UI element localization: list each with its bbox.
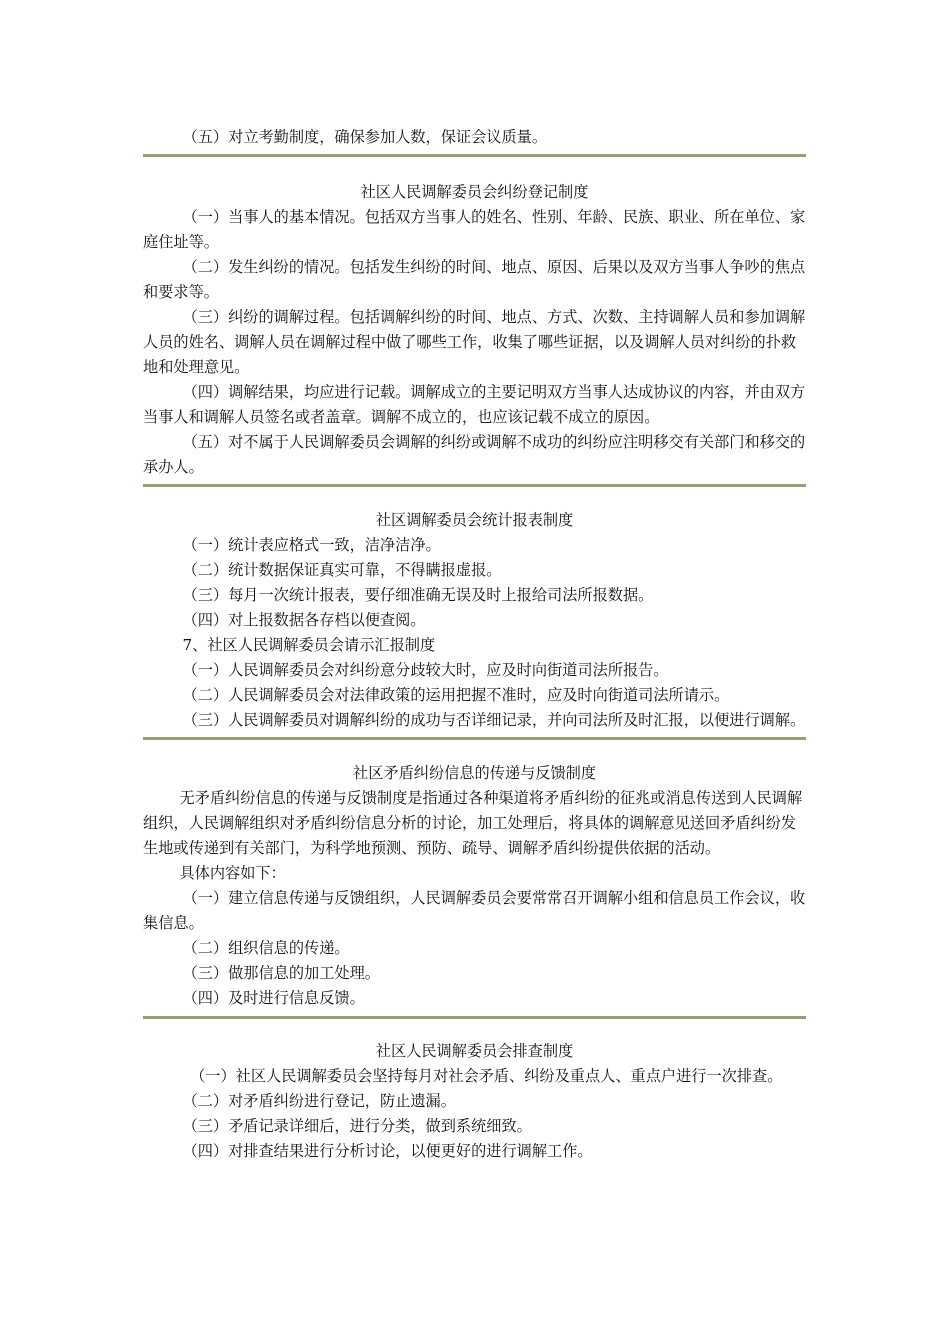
paragraph: 具体内容如下： bbox=[179, 864, 286, 882]
section-divider bbox=[143, 154, 806, 157]
paragraph: （四）调解结果，均应进行记载。调解成立的主要记明双方当事人达成协议的内容，并由双方当事人和调解人员签名或者盖章。调解不成立的，也应该记载不成立的原因。 bbox=[143, 383, 806, 426]
paragraph: （三）人民调解委员对调解纠纷的成功与否详细记录，并向司法所及时汇报，以便进行调解。 bbox=[182, 711, 806, 729]
section-divider bbox=[143, 737, 806, 740]
paragraph: （四）及时进行信息反馈。 bbox=[182, 989, 365, 1007]
paragraph: （一）建立信息传递与反馈组织，人民调解委员会要常常召开调解小组和信息员工作会议，收集信息。 bbox=[143, 889, 806, 932]
paragraph: （一）当事人的基本情况。包括双方当事人的姓名、性别、年龄、民族、职业、所在单位、家庭住址等。 bbox=[143, 208, 806, 251]
paragraph: （二）对矛盾纠纷进行登记，防止遗漏。 bbox=[182, 1092, 456, 1110]
paragraph: （二）组织信息的传递。 bbox=[182, 939, 350, 957]
section-statistics-report bbox=[143, 508, 806, 733]
paragraph: （四）对排查结果进行分析讨论，以便更好的进行调解工作。 bbox=[182, 1142, 593, 1160]
paragraph: （三）矛盾记录详细后，进行分类，做到系统细致。 bbox=[182, 1117, 532, 1135]
paragraph: （四）对上报数据各存档以便查阅。 bbox=[182, 611, 426, 629]
paragraph: 无矛盾纠纷信息的传递与反馈制度是指通过各种渠道将矛盾纠纷的征兆或消息传送到人民调解组织，人民调解组织对矛盾纠纷信息分析的讨论，加工处理后，将具体的调解意见送回矛盾纠纷发生地或传递到有关部门，为科学地预测、预防、疏导、调解矛盾纠纷提供依据的活动。 bbox=[143, 789, 803, 857]
section-title: 社区人民调解委员会排查制度 bbox=[375, 1042, 574, 1060]
section-dispute-registration bbox=[143, 180, 806, 480]
section-info-feedback bbox=[143, 761, 806, 1011]
paragraph: （三）做那信息的加工处理。 bbox=[182, 964, 380, 982]
paragraph: （三）每月一次统计报表，要仔细准确无误及时上报给司法所报数据。 bbox=[182, 586, 654, 604]
intro-paragraph: （五）对立考勤制度，确保参加人数，保证会议质量。 bbox=[182, 128, 548, 146]
paragraph: 7、社区人民调解委员会请示汇报制度 bbox=[182, 636, 436, 654]
section-title: 社区矛盾纠纷信息的传递与反馈制度 bbox=[353, 764, 596, 782]
paragraph: （一）统计表应格式一致，洁净洁净。 bbox=[182, 536, 441, 554]
document-page bbox=[143, 125, 806, 1164]
paragraph: （三）纠纷的调解过程。包括调解纠纷的时间、地点、方式、次数、主持调解人员和参加调解人员的姓名、调解人员在调解过程中做了哪些工作，收集了哪些证据，以及调解人员对纠纷的扑救地和处理意见。 bbox=[143, 308, 806, 376]
paragraph: （五）对不属于人民调解委员会调解的纠纷或调解不成功的纠纷应注明移交有关部门和移交的承办人。 bbox=[143, 433, 806, 476]
paragraph: （一）人民调解委员会对纠纷意分歧较大时，应及时向街道司法所报告。 bbox=[182, 661, 669, 679]
paragraph: （二）统计数据保证真实可靠，不得瞒报虚报。 bbox=[182, 561, 502, 579]
paragraph: （二）发生纠纷的情况。包括发生纠纷的时间、地点、原因、后果以及双方当事人争吵的焦点和要求等。 bbox=[143, 258, 806, 301]
paragraph: （一）社区人民调解委员会坚持每月对社会矛盾、纠纷及重点人、重点户进行一次排查。 bbox=[190, 1067, 783, 1085]
section-investigation bbox=[143, 1039, 806, 1164]
paragraph: （二）人民调解委员会对法律政策的运用把握不准时，应及时向街道司法所请示。 bbox=[182, 686, 730, 704]
section-divider bbox=[143, 484, 806, 487]
section-title: 社区调解委员会统计报表制度 bbox=[375, 511, 574, 529]
section-title: 社区人民调解委员会纠纷登记制度 bbox=[360, 183, 589, 201]
section-divider bbox=[143, 1016, 806, 1019]
